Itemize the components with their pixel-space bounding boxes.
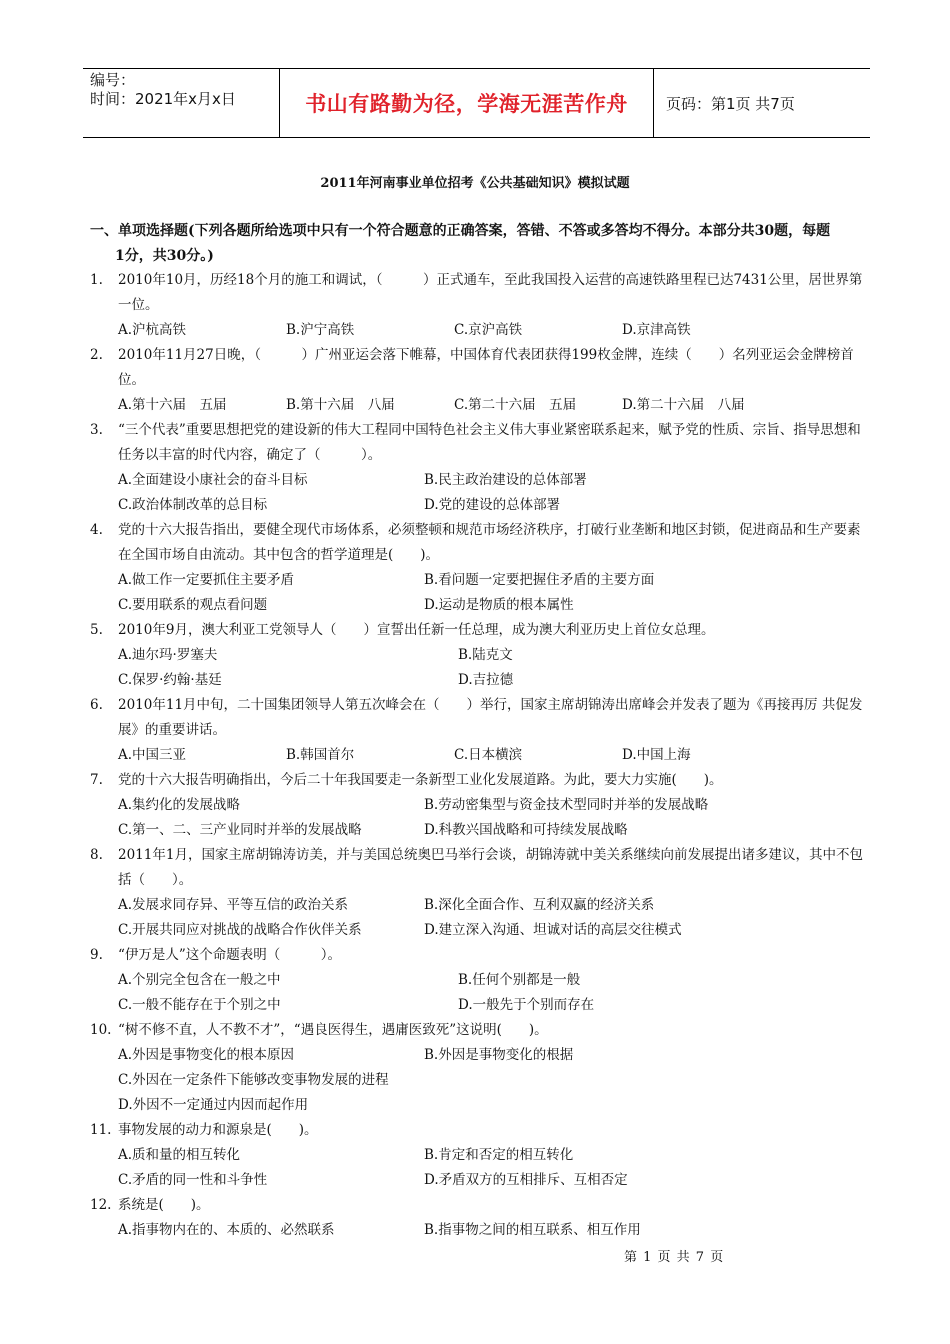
section-heading-line2: 1分，共30分。) [115,248,214,264]
header-meta [83,69,280,137]
question-text: 2010年11月中旬，二十国集团领导人第五次峰会在（ ）举行，国家主席胡锦涛出席峰会并发表了题为《再接再厉 共促发展》的重要讲话。 [118,697,863,738]
question-number: 3. [90,422,103,438]
answer-option: D.吉拉德 [458,672,514,688]
answer-option: C.政治体制改革的总目标 [118,497,268,513]
question-number: 2. [90,347,103,363]
answer-option: C.要用联系的观点看问题 [118,597,268,613]
answer-option: A.沪杭高铁 [118,322,187,338]
question-text: “树不修不直，人不教不才”，“遇良医得生，遇庸医致死”这说明( )。 [118,1022,548,1038]
question-number: 7. [90,772,103,788]
question-options [90,393,865,418]
document-number-label: 编号： [90,71,136,89]
question-item [90,343,865,393]
question-options [90,643,865,693]
answer-option: B.陆克文 [458,647,513,663]
answer-option: B.劳动密集型与资金技术型同时并举的发展战略 [424,797,709,813]
question-item [90,943,865,968]
question-item [90,1118,865,1143]
answer-option: A.指事物内在的、本质的、必然联系 [118,1222,335,1238]
question-text: 党的十六大报告指出，要健全现代市场体系，必须整顿和规范市场经济秩序，打破行业垄断和地区封锁，促进商品和生产要素在全国市场自由流动。其中包含的哲学道理是( )。 [118,522,861,563]
question-number: 12. [90,1197,112,1213]
answer-option: D.京津高铁 [622,322,691,338]
answer-option: C.开展共同应对挑战的战略合作伙伴关系 [118,922,362,938]
answer-option: C.日本横滨 [454,747,523,763]
answer-option: D.一般先于个别而存在 [458,997,595,1013]
document-time-label: 时间：2021年x月x日 [90,90,236,108]
question-options [90,793,865,843]
page-footer: 第 1 页 共 7 页 [624,1250,725,1265]
question-text: 2010年10月，历经18个月的施工和调试，（ ）正式通车，至此我国投入运营的高速铁路里程已达7431公里，居世界第一位。 [118,272,863,313]
question-item [90,693,865,743]
question-item [90,1193,865,1218]
question-item [90,518,865,568]
header-page-cell [654,69,870,137]
answer-option: B.任何个别都是一般 [458,972,581,988]
section-heading [90,219,865,269]
question-options [90,1218,865,1243]
answer-option: D.中国上海 [622,747,691,763]
answer-option: A.做工作一定要抓住主要矛盾 [118,572,295,588]
answer-option: A.发展求同存异、平等互信的政治关系 [118,897,349,913]
answer-option: B.沪宁高铁 [286,322,355,338]
header-page-number: 页码：第1页 共7页 [666,94,795,113]
question-options [90,568,865,618]
answer-option: C.矛盾的同一性和斗争性 [118,1172,268,1188]
question-text: 党的十六大报告明确指出，今后二十年我国要走一条新型工业化发展道路。为此，要大力实施( )。 [118,772,723,788]
answer-option: C.一般不能存在于个别之中 [118,997,281,1013]
answer-option: B.第十六届 八届 [286,397,395,413]
answer-option: D.运动是物质的根本属性 [424,597,574,613]
header-motto: 书山有路勤为径，学海无涯苦作舟 [305,92,628,116]
question-number: 1. [90,272,103,288]
question-item [90,1018,865,1043]
answer-option: D.第二十六届 八届 [622,397,745,413]
question-options [90,1043,865,1118]
question-number: 9. [90,947,103,963]
answer-option: B.韩国首尔 [286,747,355,763]
question-item [90,768,865,793]
question-text: 2011年1月，国家主席胡锦涛访美，并与美国总统奥巴马举行会谈，胡锦涛就中美关系继续向前发展提出诸多建议，其中不包括（ ）。 [118,847,863,888]
answer-option: C.第二十六届 五届 [454,397,577,413]
question-item [90,418,865,468]
question-number: 6. [90,697,103,713]
question-number: 8. [90,847,103,863]
question-list [90,268,865,1243]
question-number: 11. [90,1122,112,1138]
answer-option: D.党的建设的总体部署 [424,497,561,513]
answer-option: D.科教兴国战略和可持续发展战略 [424,822,628,838]
answer-option: C.第一、二、三产业同时并举的发展战略 [118,822,362,838]
answer-option: D.建立深入沟通、坦诚对话的高层交往模式 [424,922,682,938]
answer-option: A.质和量的相互转化 [118,1147,241,1163]
answer-option: C.外因在一定条件下能够改变事物发展的进程 [118,1072,389,1088]
answer-option: B.看问题一定要把握住矛盾的主要方面 [424,572,655,588]
question-text: 2010年9月，澳大利亚工党领导人（ ）宣誓出任新一任总理，成为澳大利亚历史上首位女总理。 [118,622,715,638]
answer-option: B.外因是事物变化的根据 [424,1047,574,1063]
question-item [90,268,865,318]
question-text: “伊万是人”这个命题表明（ ）。 [118,947,342,963]
answer-option: D.矛盾双方的互相排斥、互相否定 [424,1172,628,1188]
question-options [90,1143,865,1193]
answer-option: B.深化全面合作、互利双赢的经济关系 [424,897,655,913]
question-options [90,743,865,768]
question-options [90,468,865,518]
question-options [90,893,865,943]
section-heading-line1: 一、单项选择题(下列各题所给选项中只有一个符合题意的正确答案，答错、不答或多答均不得分。本部分共30题，每题 [90,223,831,239]
answer-option: B.肯定和否定的相互转化 [424,1147,574,1163]
question-text: 系统是( )。 [118,1197,210,1213]
header-motto-cell [280,69,654,137]
answer-option: A.个别完全包含在一般之中 [118,972,281,988]
answer-option: B.指事物之间的相互联系、相互作用 [424,1222,641,1238]
question-item [90,618,865,643]
question-text: “三个代表”重要思想把党的建设新的伟大工程同中国特色社会主义伟大事业紧密联系起来，赋予党的性质、宗旨、指导思想和任务以丰富的时代内容，确定了（ ）。 [118,422,861,463]
answer-option: C.京沪高铁 [454,322,523,338]
answer-option: D.外因不一定通过内因而起作用 [118,1097,309,1113]
answer-option: B.民主政治建设的总体部署 [424,472,587,488]
answer-option: C.保罗·约翰·基廷 [118,672,222,688]
answer-option: A.外因是事物变化的根本原因 [118,1047,295,1063]
question-text: 事物发展的动力和源泉是( )。 [118,1122,318,1138]
question-number: 4. [90,522,103,538]
answer-option: A.全面建设小康社会的奋斗目标 [118,472,308,488]
answer-option: A.集约化的发展战略 [118,797,241,813]
question-options [90,968,865,1018]
page-header [83,68,870,138]
answer-option: A.中国三亚 [118,747,187,763]
question-options [90,318,865,343]
document-title: 2011年河南事业单位招考《公共基础知识》模拟试题 [320,176,630,191]
question-text: 2010年11月27日晚，（ ）广州亚运会落下帷幕，中国体育代表团获得199枚金牌，连续（ ）名列亚运会金牌榜首位。 [118,347,854,388]
answer-option: A.第十六届 五届 [118,397,227,413]
question-number: 5. [90,622,103,638]
question-number: 10. [90,1022,112,1038]
question-item [90,843,865,893]
answer-option: A.迪尔玛·罗塞夫 [118,647,218,663]
